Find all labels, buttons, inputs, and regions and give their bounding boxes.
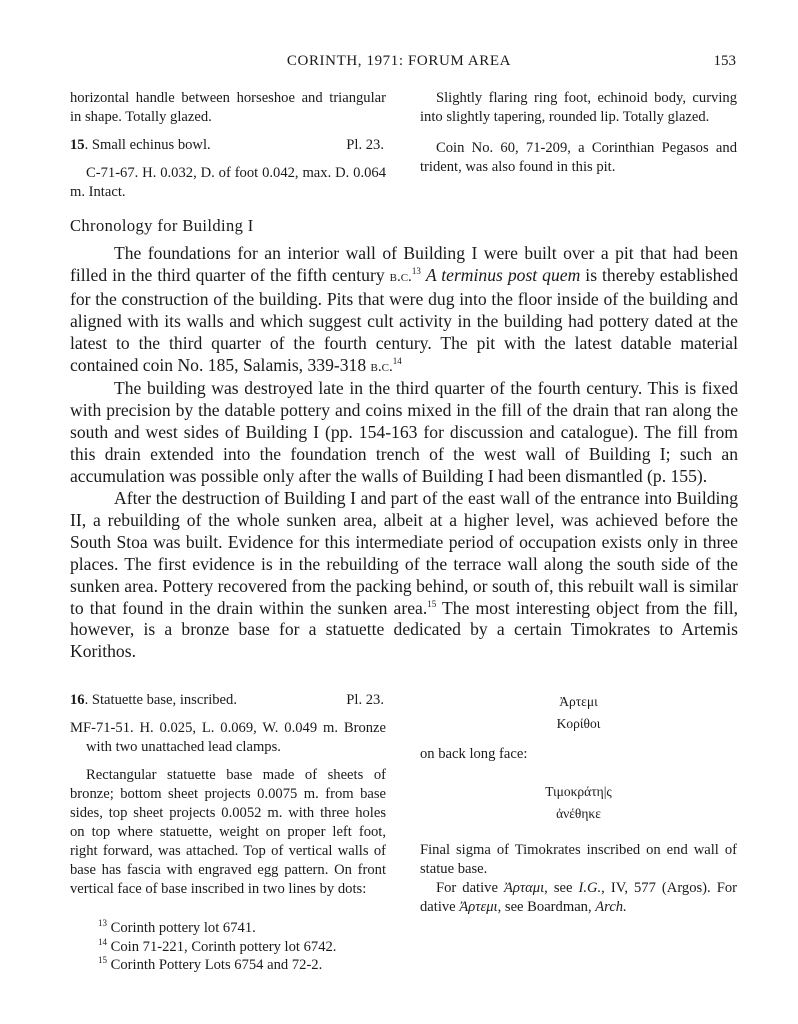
bottom-left-column xyxy=(70,691,386,899)
footnote-14 xyxy=(98,938,498,957)
inscription-front-line-2: Κορίθοι xyxy=(556,716,601,731)
p1-text-a: The foundations for an interior wall of Building I were built over a pit that had been filled in the third quarter of the fifth century xyxy=(70,243,738,285)
dative-greek-2: Ἀρτεμι xyxy=(459,899,498,915)
footnotes xyxy=(98,919,498,975)
catalogue-name-16: . Statuette base, inscribed. xyxy=(84,692,237,708)
sigma-note: Final sigma of Timokrates inscribed on end wall of statue base. xyxy=(420,842,737,877)
paragraph-2: The building was destroyed late in the third quarter of the fourth century. This is fixed with precision by the datable pottery and coins mixed in the fill of the drain that ran along the south and west sides of Building I (pp. 154-163 for discussion and catalogue). The fill from this drain extended into the foundation trench of the west wall of Building I; such an accumulation was possible only after the walls of Building I had been dismantled (p. 155). xyxy=(70,378,738,487)
p1-text-b: is thereby established for the construction of the building. Pits that were dug into the floor inside of the building and aligned with its walls and which suggest cult activity in the building had pottery dated at the latest to the third quarter of the fourth century. The pit with the latest datable material contained coin No. 185, Salamis, 339-318 xyxy=(70,264,738,375)
catalogue-heading-15 xyxy=(70,136,386,155)
footnote-15-text: Corinth Pottery Lots 6754 and 72-2. xyxy=(107,957,323,973)
p1-bc-1: b.c. xyxy=(389,268,412,285)
page-number: 153 xyxy=(713,53,736,69)
coin-note: Coin No. 60, 71-209, a Corinthian Pegasos and trident, was also found in this pit. xyxy=(420,140,737,175)
main-body xyxy=(70,243,738,663)
top-left-column xyxy=(70,89,386,202)
inscription-back-line-1: Τιμοκράτη|ς xyxy=(545,784,612,799)
dative-text-d: , see Boardman, xyxy=(497,899,596,915)
dative-ref-arch: Arch. xyxy=(595,899,627,915)
paragraph-1 xyxy=(70,243,738,378)
catalogue-specs-15: C-71-67. H. 0.032, D. of foot 0.042, max. D. 0.064 m. Intact. xyxy=(70,165,386,200)
p3-text-a: After the destruction of Building I and part of the east wall of the entrance into Building II, a rebuilding of the whole sunken area, albeit at a higher level, was achieved before the South Stoa was built. Evidence for this intermediate period of occupation exists only in three places. The first evidence is in the rebuilding of the terrace wall along the south side of the sunken area. Pottery recovered from the packing behind, or south of, this rebuilt wall is similar to that found in the drain within the sunken area. xyxy=(70,487,738,618)
p1-bc-2: b.c. xyxy=(370,358,393,375)
inscription-back xyxy=(420,781,737,825)
footnote-14-number: 14 xyxy=(98,936,107,947)
catalogue-name-15: . Small echinus bowl. xyxy=(84,137,211,153)
section-title: Chronology for Building I xyxy=(70,216,254,235)
catalogue-title-16 xyxy=(70,691,237,710)
paragraph-3 xyxy=(70,488,738,663)
dative-ref-ig: I.G. xyxy=(578,880,602,896)
plate-reference-16: Pl. 23. xyxy=(346,692,384,708)
dative-text-c: , IV, 577 (Argos). For dative xyxy=(420,880,737,915)
dative-note xyxy=(420,879,737,917)
inscription-front xyxy=(420,691,737,735)
catalogue-heading-16 xyxy=(70,691,386,710)
inscription-back-line-2: ἀνέθηκε xyxy=(556,806,601,821)
footnote-15 xyxy=(98,956,498,975)
catalogue-description-16: Rectangular statuette base made of sheets of bronze; bottom sheet projects 0.0075 m. from base sides, top sheet projects 0.0052 m. with three holes on top where statuette, weight on proper left foot, right forward, was attached. Top of vertical walls of base has fascia with engraved egg pattern. On front vertical face of base inscribed in two lines by dots: xyxy=(70,767,386,897)
inscription-front-line-1: Ἀρτεμι xyxy=(559,694,598,709)
footnote-15-number: 15 xyxy=(98,955,107,966)
dative-text-a: For dative xyxy=(436,880,504,896)
footnote-ref-13: 13 xyxy=(411,266,421,277)
footnote-13 xyxy=(98,919,498,938)
footnote-14-text: Coin 71-221, Corinth pottery lot 6742. xyxy=(107,938,337,955)
footnote-13-text: Corinth pottery lot 6741. xyxy=(107,920,256,936)
footnote-ref-14: 14 xyxy=(392,355,402,366)
plate-reference-15: Pl. 23. xyxy=(346,137,384,153)
top-right-column xyxy=(420,89,737,177)
bottom-right-column xyxy=(420,691,737,917)
footnote-ref-15: 15 xyxy=(427,598,437,609)
p3-text-b: The most interesting object from the fill, however, is a bronze base for a statuette dedicated by a certain Timokrates to Artemis Korithos. xyxy=(70,597,739,662)
catalogue-specs-16: MF-71-51. H. 0.025, L. 0.069, W. 0.049 m. Bronze with two unattached lead clamps. xyxy=(70,720,386,755)
p1-italic: A terminus post quem xyxy=(425,264,581,285)
continued-text: horizontal handle between horseshoe and triangular in shape. Totally glazed. xyxy=(70,90,386,125)
running-head: CORINTH, 1971: FORUM AREA xyxy=(286,53,512,69)
catalogue-number-15: 15 xyxy=(70,137,85,153)
bowl-description: Slightly flaring ring foot, echinoid body, curving into slightly tapering, rounded lip. Totally glazed. xyxy=(420,90,737,125)
dative-text-b: , see xyxy=(544,880,579,896)
back-face-label: on back long face: xyxy=(420,746,528,762)
page-header xyxy=(0,53,798,73)
catalogue-title-15 xyxy=(70,136,211,155)
catalogue-number-16: 16 xyxy=(70,692,85,708)
footnote-13-number: 13 xyxy=(98,918,107,929)
dative-greek-1: Ἀρταμι xyxy=(503,880,545,896)
